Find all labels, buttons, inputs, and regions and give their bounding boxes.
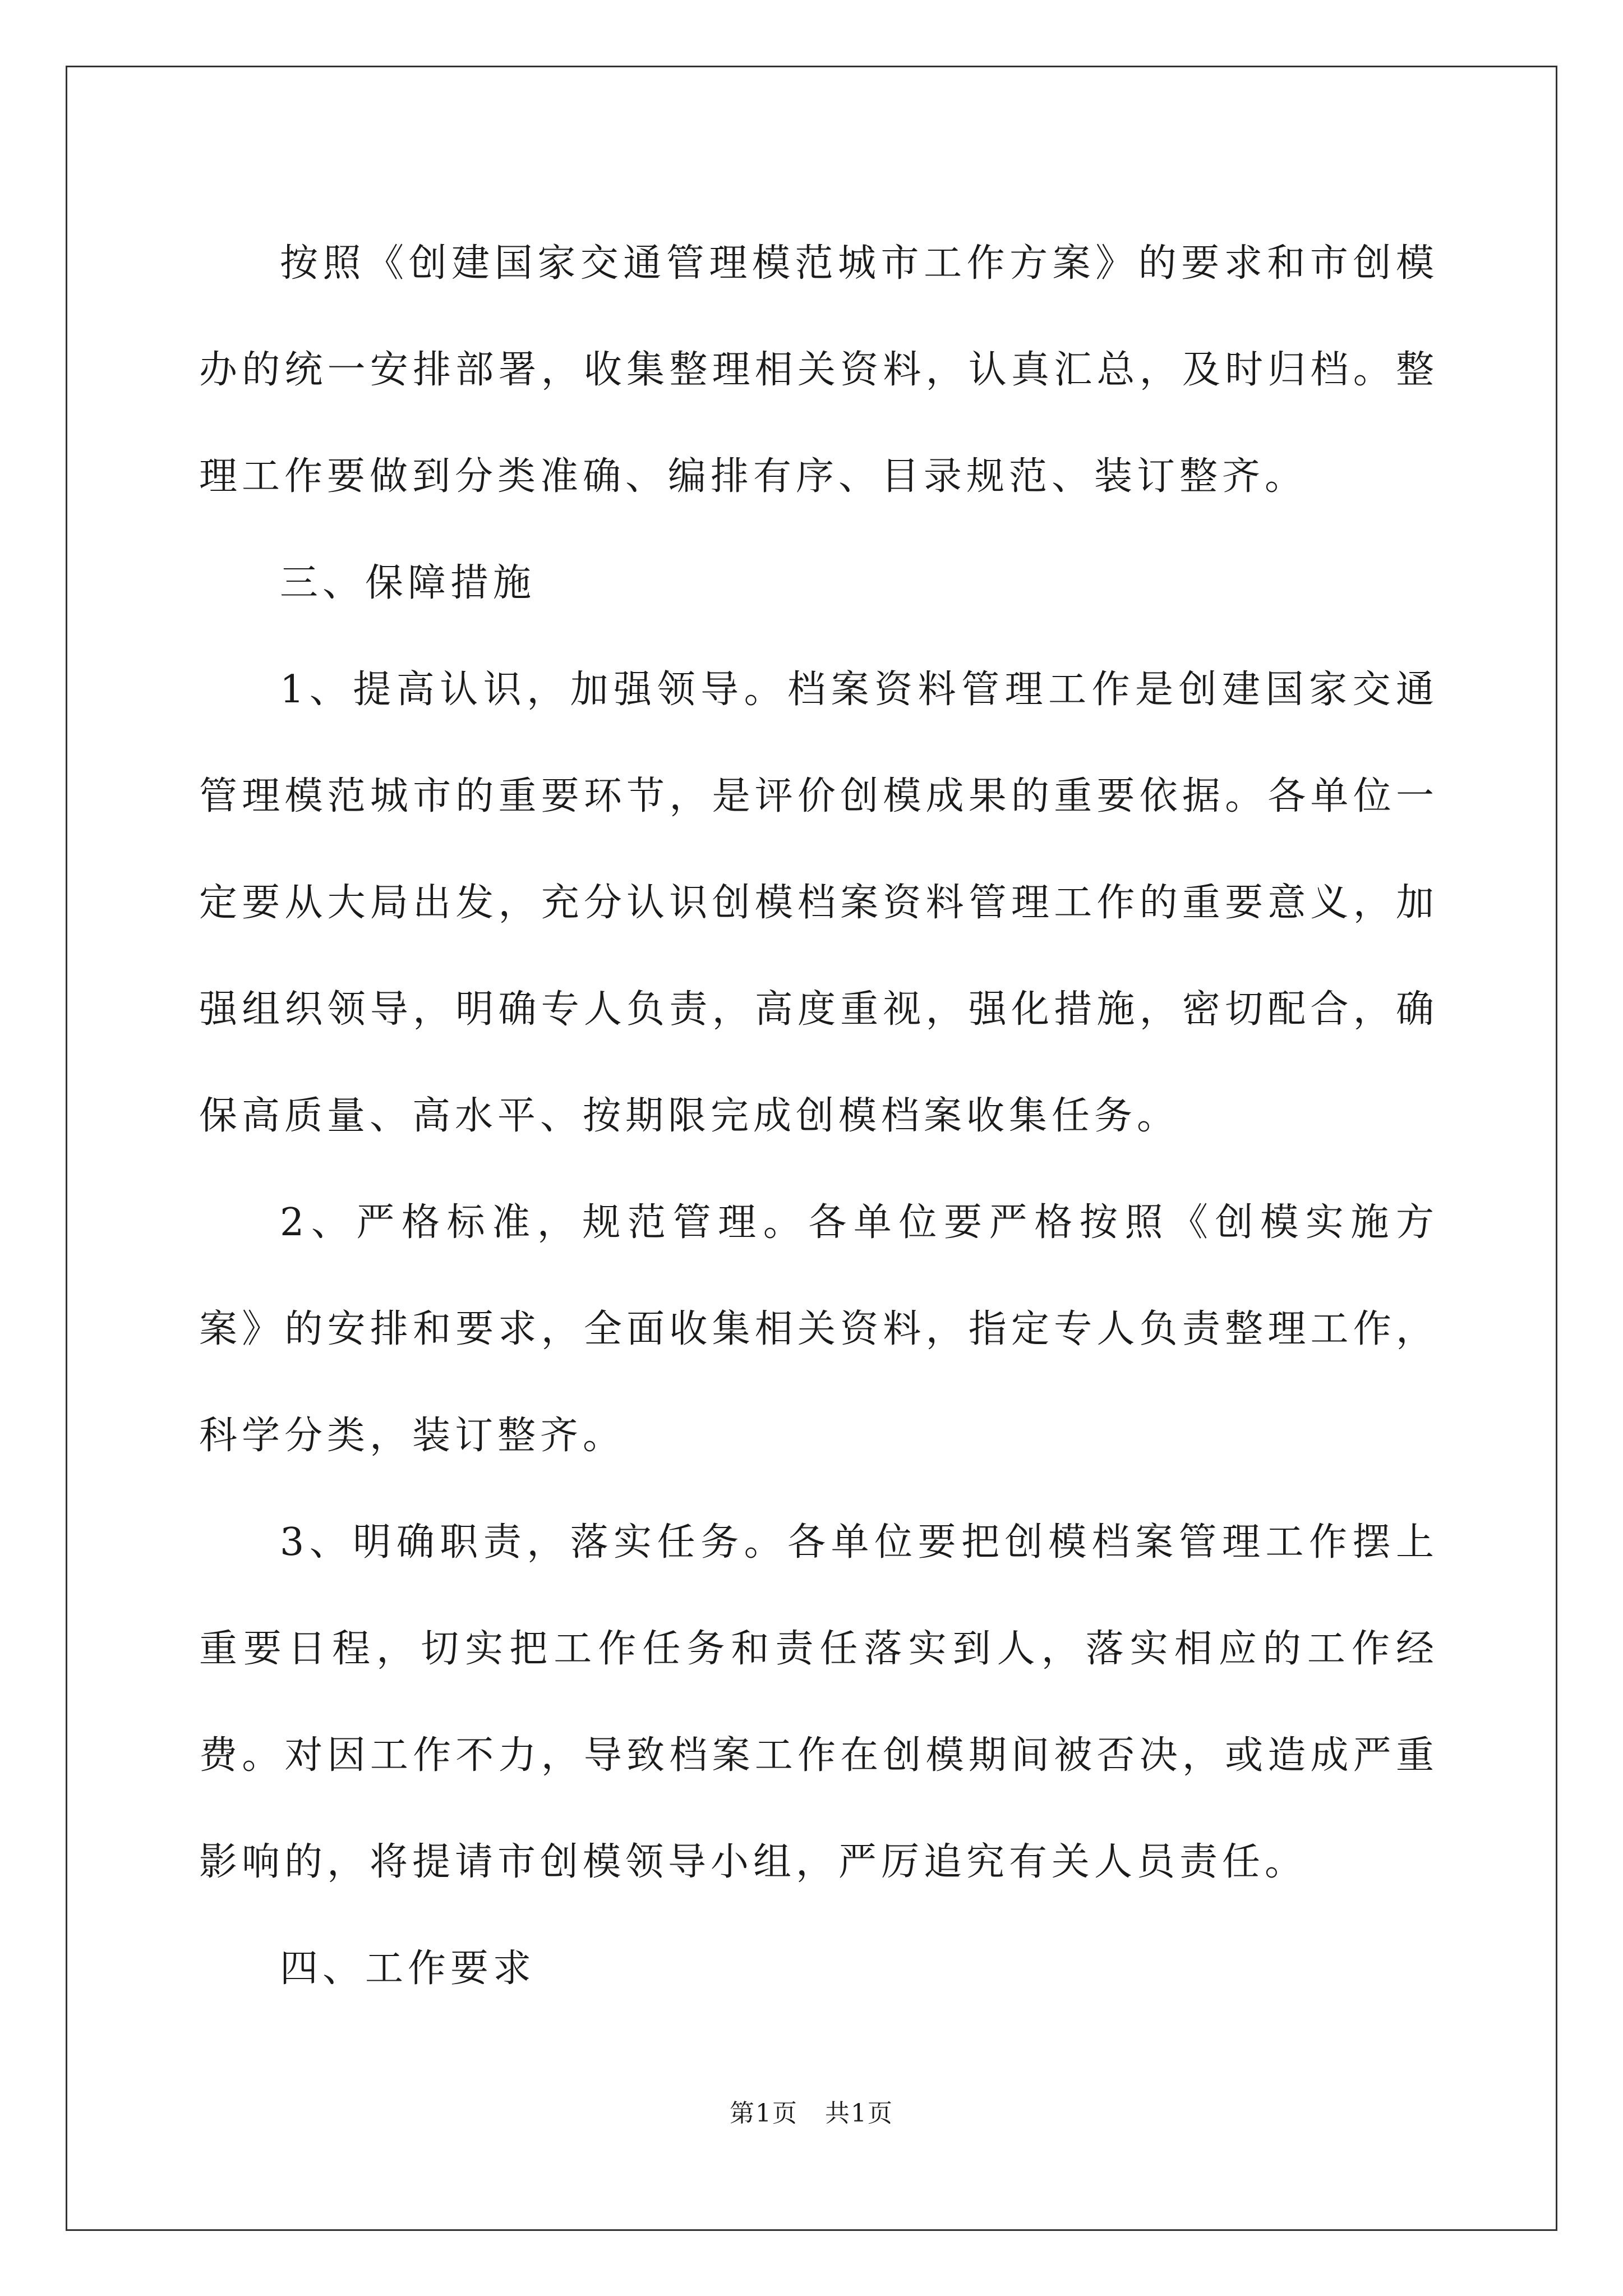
paragraph-responsibilities: 3、明确职责，落实任务。各单位要把创模档案管理工作摆上重要日程，切实把工作任务和责任落实到人，落实相应的工作经费。对因工作不力，导致档案工作在创模期间被否决，或造成严重影响的，将提请市创模领导小组，严厉追究有关人员责任。 xyxy=(199,1520,1438,1884)
paragraph-standards: 2、严格标准，规范管理。各单位要严格按照《创模实施方案》的安排和要求，全面收集相关资料，指定专人负责整理工作，科学分类，装订整齐。 xyxy=(199,1200,1438,1458)
paragraph-archive-requirements: 按照《创建国家交通管理模范城市工作方案》的要求和市创模办的统一安排部署，收集整理相关资料，认真汇总，及时归档。整理工作要做到分类准确、编排有序、目录规范、装订整齐。 xyxy=(199,241,1438,499)
paragraph-leadership: 1、提高认识，加强领导。档案资料管理工作是创建国家交通管理模范城市的重要环节，是评价创模成果的重要依据。各单位一定要从大局出发，充分认识创模档案资料管理工作的重要意义，加强组织领导，明确专人负责，高度重视，强化措施，密切配合，确保高质量、高水平、按期限完成创模档案收集任务。 xyxy=(199,668,1438,1138)
section-heading-safeguards: 三、保障措施 xyxy=(280,561,536,605)
page-number-total: 共1页 xyxy=(825,2099,893,2128)
page-footer xyxy=(0,2097,1623,2131)
section-heading-work-requirements: 四、工作要求 xyxy=(280,1947,536,1991)
document-body xyxy=(199,210,1438,2022)
page-number-current: 第1页 xyxy=(730,2099,798,2128)
